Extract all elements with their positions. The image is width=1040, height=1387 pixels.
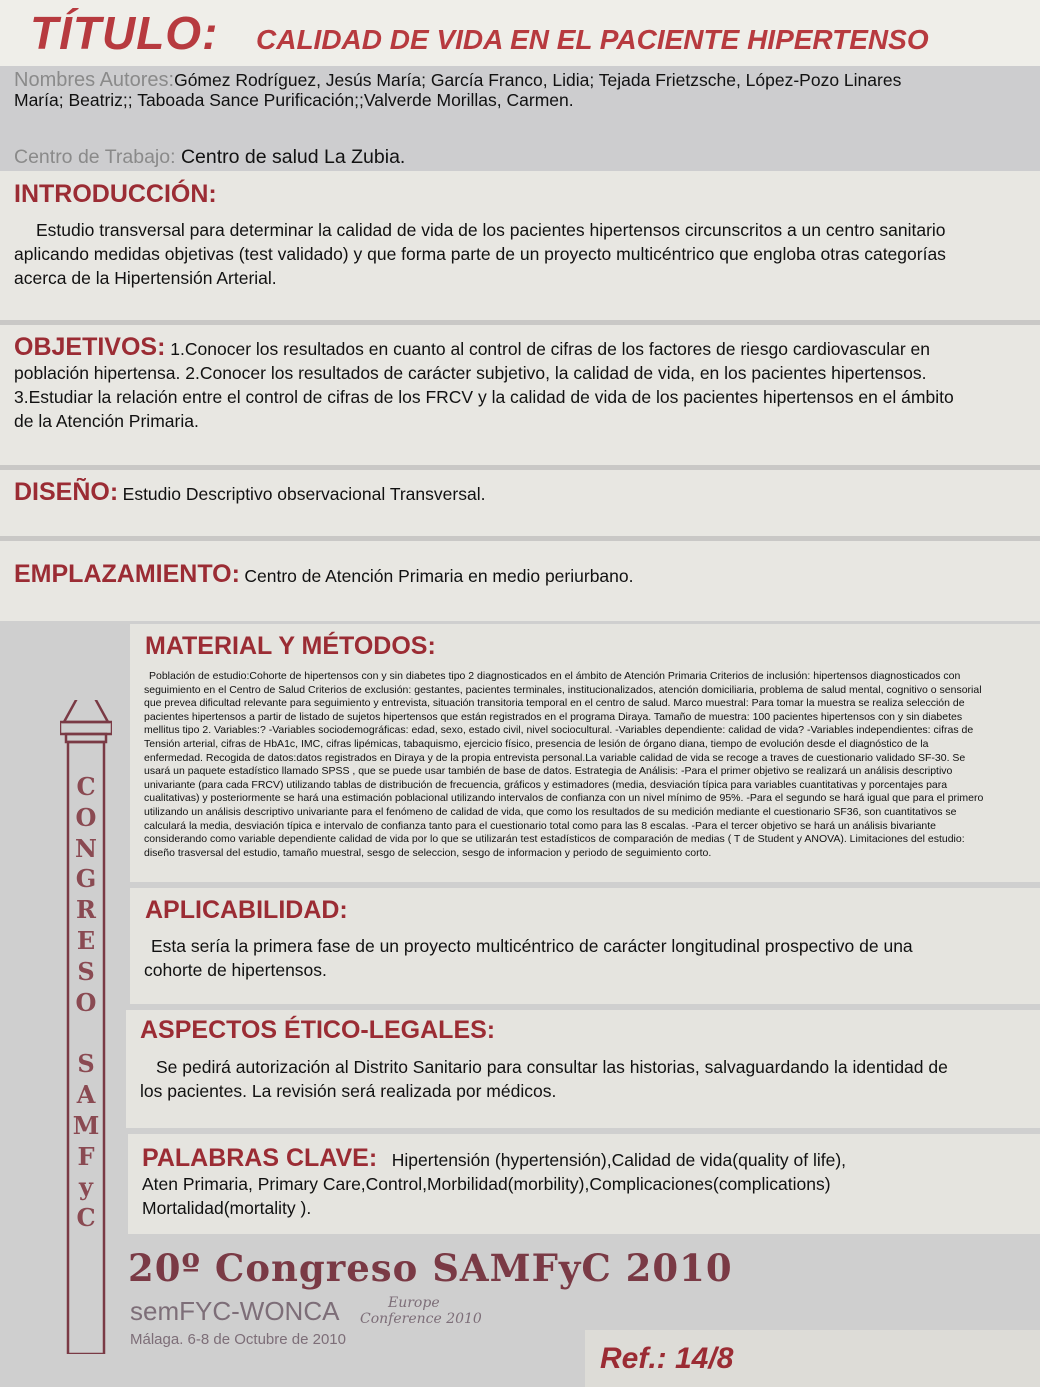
aplicabilidad-line-1: Esta sería la primera fase de un proyecto multicéntrico de carácter longitudinal prospectivo de una (151, 936, 913, 956)
material-line: utilizando un análisis descriptivo univariante para el fenómeno de calidad de vida, que como los resultados de su medición mediante el cuestionario SF36, son cuantitativos se (144, 805, 957, 818)
palabras-line-2: Aten Primaria, Primary Care,Control,Morbilidad(morbility),Complicaciones(complications) (142, 1174, 831, 1194)
aspectos-heading: ASPECTOS ÉTICO-LEGALES: (140, 1016, 496, 1044)
diseno-heading: DISEÑO: (14, 478, 119, 506)
authors-line-1: Gómez Rodríguez, Jesús María; García Franco, Lidia; Tejada Frietzsche, López-Pozo Linares (174, 70, 902, 90)
congreso-column-logo (60, 700, 112, 1359)
aspectos-line-1: Se pedirá autorización al Distrito Sanitario para consultar las historias, salvaguardando la identidad de (156, 1057, 948, 1077)
material-line: cualitativas) y posteriormente se hará una estimación poblacional utilizando intervalos de confianza con un nivel mínimo de 95%. -Para el segundo se hará igual que para el primero (144, 792, 984, 805)
material-heading: MATERIAL Y MÉTODOS: (145, 632, 436, 660)
column-letter: y (79, 1172, 93, 1202)
aspectos-body (140, 1055, 1040, 1103)
centro-value: Centro de salud La Zubia. (180, 146, 406, 168)
authors-line-2: María; Beatriz;; Taboada Sance Purificación;;Valverde Morillas, Carmen. (14, 90, 574, 110)
column-letter: A (76, 1079, 96, 1109)
material-line: pacientes hipertensos a partir de listado de sujetos hipertensos que están registrados en el programa Diraya. Tamaño de muestra: 100 pacientes hipertensos con y sin diabetes (144, 710, 963, 723)
introduccion-heading: INTRODUCCIÓN: (14, 180, 217, 208)
objetivos-heading: OBJETIVOS: (14, 335, 166, 361)
palabras-body (142, 1146, 1040, 1220)
aplicabilidad-line-2: cohorte de hipertensos. (144, 960, 327, 980)
title-text: CALIDAD DE VIDA EN EL PACIENTE HIPERTENSO (256, 24, 929, 55)
objetivos-line-1: 1.Conocer los resultados en cuanto al control de cifras de los factores de riesgo cardiovascular en (170, 339, 931, 359)
material-line: Tensión arterial, cifras de HbA1c, IMC, cifras lipémicas, tabaquismo, ejercicio físico, presencia de lesión de órgano diana, tiempo de evolución desde el diagnóstico de la (144, 737, 929, 750)
centro-label: Centro de Trabajo: (14, 146, 176, 168)
ref-number: Ref.: 14/8 (600, 1342, 734, 1375)
column-letter: N (75, 833, 97, 863)
introduccion-line-1: Estudio transversal para determinar la calidad de vida de los pacientes hipertensos circunscritos a un centro sanitario (36, 220, 946, 240)
material-line: calculará la media, desviación típica e intervalo de confianza tanto para el cuestionario total como para las 8 escalas. -Para el tercer objetivo se hará un análisis bivariante (144, 819, 937, 832)
authors-block (14, 70, 1034, 110)
diseno-block (14, 478, 485, 507)
emplazamiento-text: Centro de Atención Primaria en medio periurbano. (244, 566, 634, 586)
introduccion-body (14, 218, 1040, 290)
column-letter: F (77, 1141, 95, 1171)
column-letters (68, 772, 104, 1234)
conference-name: semFYC-WONCA (130, 1296, 340, 1326)
aplicabilidad-heading: APLICABILIDAD: (145, 896, 348, 924)
objetivos-body (14, 335, 1040, 433)
palabras-line-1: Hipertensión (hypertensión),Calidad de vida(quality of life), (391, 1150, 847, 1170)
centro-block (14, 146, 405, 169)
objetivos-line-4: de la Atención Primaria. (14, 411, 199, 431)
material-line: Población de estudio:Cohorte de hipertensos con y sin diabetes tipo 2 diagnosticados en el ámbito de Atención Primaria Criterios de inclusión: hipertensos diagnosticados con (149, 670, 961, 682)
column-letter: O (75, 802, 97, 832)
column-letter: G (75, 864, 97, 894)
palabras-line-3: Mortalidad(mortality ). (142, 1198, 312, 1218)
diseno-text: Estudio Descriptivo observacional Transversal. (122, 484, 486, 504)
conference-europe (360, 1295, 482, 1327)
europe-line-1: Europe (388, 1295, 440, 1311)
material-line: usará un paquete estadístico llamado SPSS , que se puede usar también de base de datos. Estrategia de Análisis: -Para el primer objetivo se realizará un análisis descriptivo (144, 765, 953, 778)
column-letter (68, 1018, 104, 1049)
column-letter: C (76, 772, 96, 801)
emplazamiento-heading: EMPLAZAMIENTO: (14, 560, 240, 588)
material-line: mellitus tipo 2. Variables:? -Variables sociodemográficas: edad, sexo, estado civil, nivel sociocultural. -Variables dependiente: calidad de vida? -Variables independientes: cifras de (144, 724, 974, 737)
objetivos-line-3: 3.Estudiar la relación entre el control de cifras de los FRCV y la calidad de vida de los pacientes hipertensos en el ámbito (14, 387, 954, 407)
europe-line-2: Conference 2010 (360, 1311, 482, 1327)
column-letter: S (77, 956, 95, 986)
material-body (144, 670, 1040, 860)
column-letter: R (76, 895, 96, 925)
column-letter: M (72, 1110, 100, 1140)
material-line: enfermedad. Recogida de datos:datos registrados en Diraya y de la propia entrevista personal.La variable calidad de vida se recoge a traves de cuestionario validado SF-30. Se (144, 751, 966, 764)
authors-label: Nombres Autores: (14, 70, 175, 90)
material-line: diseño trasversal del estudio, tamaño muestral, sesgo de seleccion, sesgo de informacion y periodo de seguimiento corto. (144, 846, 712, 859)
emplazamiento-block (14, 560, 634, 589)
aplicabilidad-body (144, 934, 1040, 982)
material-line: seguimiento en el Centro de Salud Criterios de exclusión: gestantes, pacientes terminales, institucionalizados, atención domiciliaria, problema de salud mental, cognitivo o sensorial (144, 683, 982, 696)
conference-city-date: Málaga. 6-8 de Octubre de 2010 (130, 1331, 346, 1348)
material-line: univariante (para cada FRCV) utilizando tablas de distribución de frecuencia, gráficos y estimadores (media, desviación típica para variables cuantitativas y porcentajes para (144, 778, 948, 791)
introduccion-line-2: aplicando medidas objetivas (test validado) y que forma parte de un proyecto multicéntrico que engloba otras categorías (14, 244, 946, 264)
column-letter: E (76, 925, 96, 955)
introduccion-line-3: acerca de la Hipertensión Arterial. (14, 268, 277, 288)
congreso-title: 20º Congreso SAMFyC 2010 (128, 1246, 733, 1290)
title-label: TÍTULO: (30, 7, 219, 59)
column-letter: O (75, 987, 97, 1017)
aspectos-line-2: los pacientes. La revisión será realizada por médicos. (140, 1081, 557, 1101)
material-line: que prevea dificultad relevante para seguimiento y entrevista, situación transitoria temporal en el centro de salud. Marco muestral: Para tomar la muestra se realiza selección de (144, 697, 965, 710)
material-line: considerando como variable dependiente calidad de vida por lo que se utilizarán test estadísticos de comparación de medias ( T de Student y ANOVA). Limitaciones del estudio: (144, 833, 965, 846)
palabras-heading: PALABRAS CLAVE: (142, 1146, 378, 1172)
column-letter: S (77, 1049, 95, 1079)
objetivos-line-2: población hipertensa. 2.Conocer los resultados de carácter subjetivo, la calidad de vida, en los pacientes hipertensos. (14, 363, 927, 383)
column-letter: C (76, 1203, 96, 1233)
